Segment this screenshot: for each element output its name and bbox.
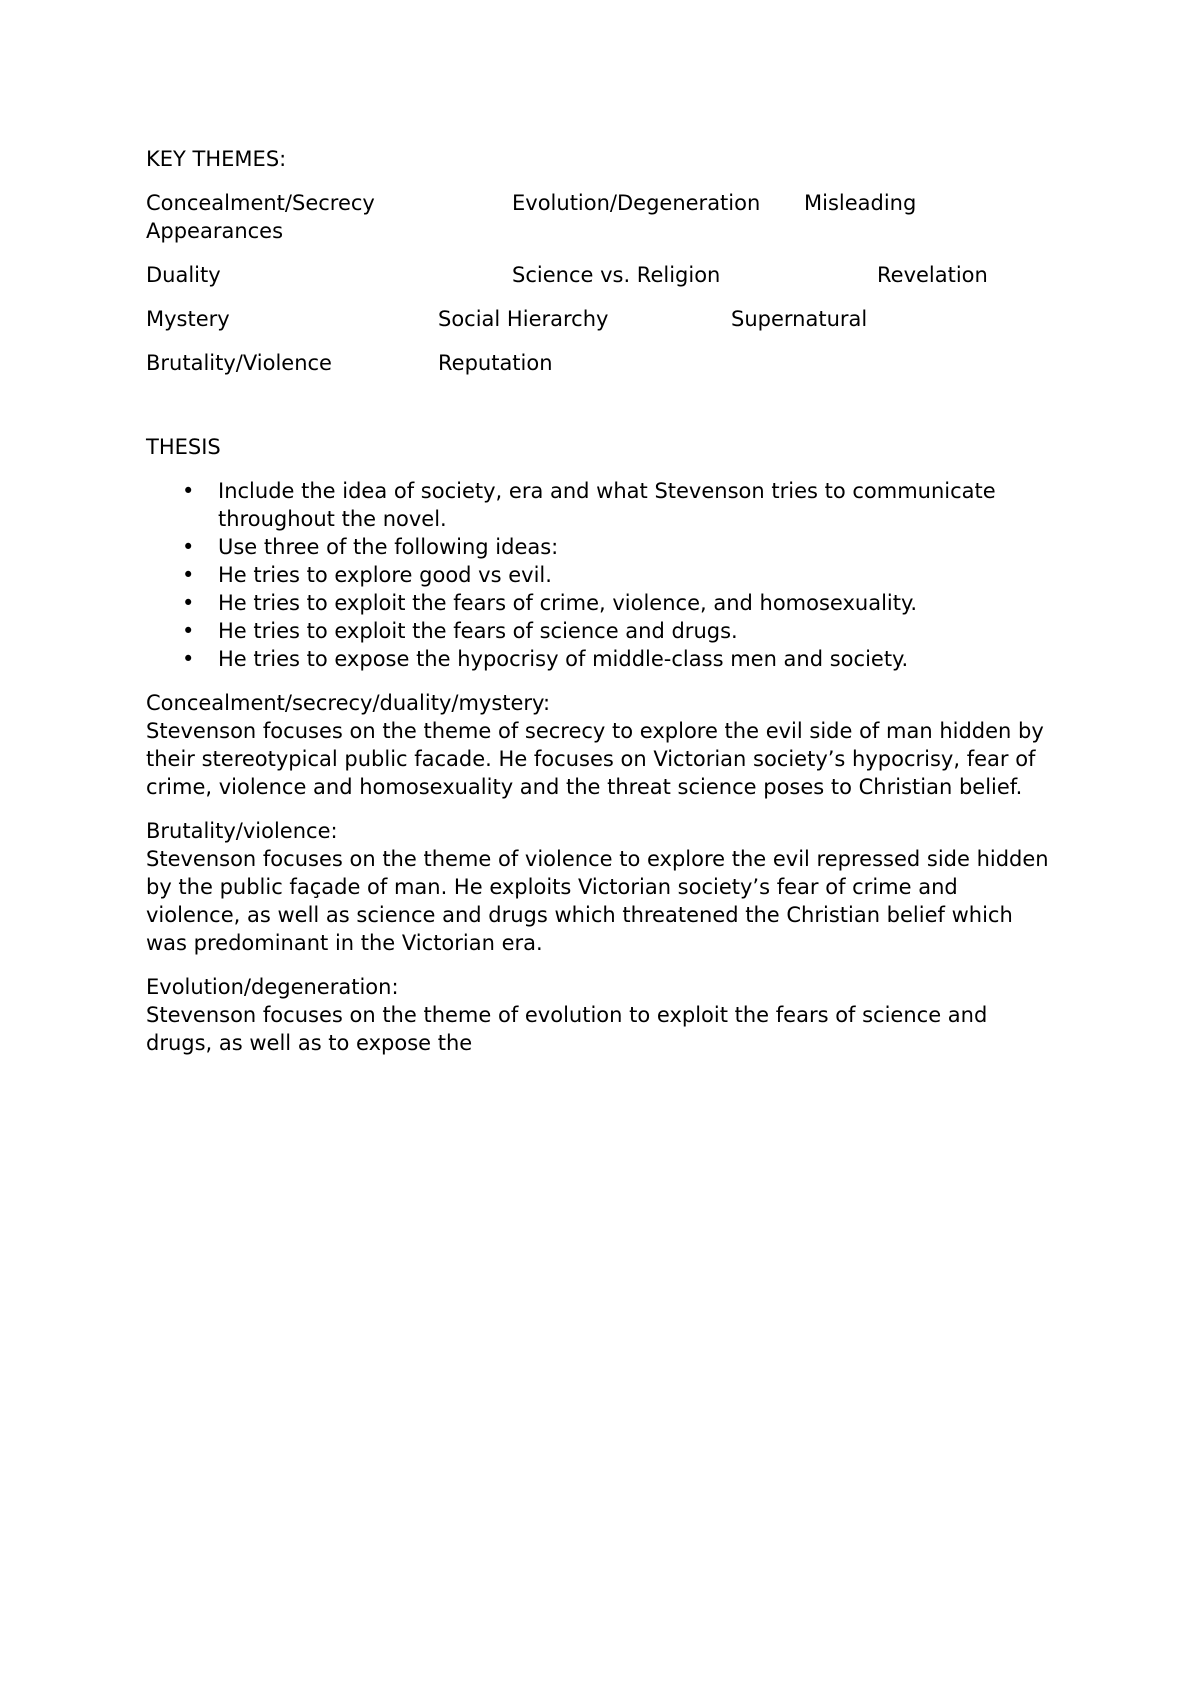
section-title: Brutality/violence:	[146, 819, 338, 843]
list-item: • He tries to exploit the fears of crime, violence, and homosexuality.	[146, 589, 1056, 617]
themes-row	[146, 189, 1056, 245]
list-item: • He tries to exploit the fears of science and drugs.	[146, 617, 1056, 645]
theme-item: Social Hierarchy	[438, 307, 609, 331]
themes-row	[146, 261, 1056, 289]
list-item: • He tries to expose the hypocrisy of middle-class men and society.	[146, 645, 1056, 673]
themes-row	[146, 349, 1056, 377]
thesis-heading: THESIS	[146, 435, 221, 459]
section-body: Stevenson focuses on the theme of violence to explore the evil repressed side hidden by the public façade of man. He exploits Victorian society’s fear of crime and violence, as well as science and drugs which threatened the Christian belief which was predominant in the Victorian era.	[146, 847, 1049, 955]
document-page	[146, 145, 1056, 1073]
theme-item: Mystery	[146, 307, 230, 331]
theme-item: Reputation	[438, 351, 553, 375]
spacer	[146, 393, 1056, 433]
theme-item: Misleading	[804, 191, 917, 215]
thesis-bullet-list	[146, 477, 1056, 673]
theme-item: Appearances	[146, 219, 284, 243]
theme-item: Evolution/Degeneration	[512, 191, 761, 215]
section-title: Evolution/degeneration:	[146, 975, 399, 999]
theme-item: Brutality/Violence	[146, 351, 332, 375]
section-body: Stevenson focuses on the theme of secrecy to explore the evil side of man hidden by their stereotypical public facade. He focuses on Victorian society’s hypocrisy, fear of crime, violence and homosexuality and the threat science poses to Christian belief.	[146, 719, 1044, 799]
list-item: • Include the idea of society, era and what Stevenson tries to communicate throughout the novel.	[146, 477, 1056, 533]
theme-section	[146, 817, 1056, 957]
theme-item: Science vs. Religion	[512, 263, 721, 287]
theme-item: Revelation	[877, 263, 988, 287]
section-body: Stevenson focuses on the theme of evolution to exploit the fears of science and drugs, as well as to expose the	[146, 1003, 988, 1055]
list-item: • He tries to explore good vs evil.	[146, 561, 1056, 589]
list-item: • Use three of the following ideas:	[146, 533, 1056, 561]
section-title: Concealment/secrecy/duality/mystery:	[146, 691, 551, 715]
theme-item: Duality	[146, 263, 221, 287]
key-themes-heading: KEY THEMES:	[146, 147, 287, 171]
theme-item: Concealment/Secrecy	[146, 191, 375, 215]
theme-item: Supernatural	[731, 307, 868, 331]
theme-section	[146, 973, 1056, 1057]
themes-row	[146, 305, 1056, 333]
theme-section	[146, 689, 1056, 801]
